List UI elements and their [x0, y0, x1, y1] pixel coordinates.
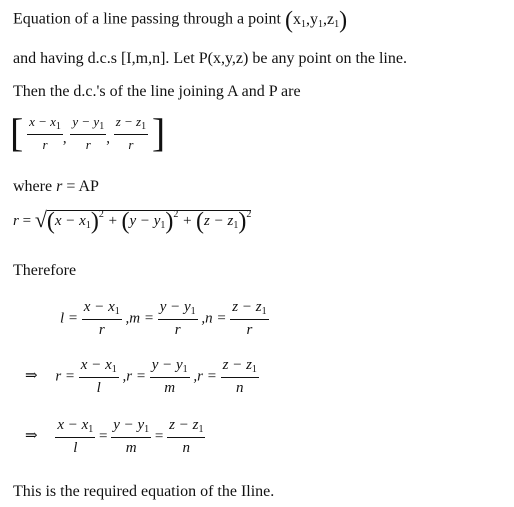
point-a: $(x_1,y_1,z_1)$ [284, 7, 348, 33]
therefore-line: Therefore [13, 262, 77, 279]
dcs-x-frac: $\frac{x - x_1}{r}$ [29, 114, 61, 152]
intro-line-2: and having d.c.s [I,m,n]. Let P(x,y,z) be any point on the line. [13, 50, 407, 67]
intro-line-3: Then the d.c.'s of the line joining A and P are [13, 83, 301, 100]
dcs-y-frac: $\frac{y - y_1}{r}$ [72, 114, 105, 152]
dcs-expression: [ $\frac{x - x_1}{r}$ , $\frac{y - y_1}{r}$ , $\frac{z - z_1}{r}$ ] [10, 110, 166, 155]
intro-line-1: Equation of a line passing through a point $(x_1,y_1,z_1)$ [13, 7, 348, 33]
dcs-z-frac: $\frac{z - z_1}{r}$ [115, 114, 147, 152]
symmetric-form-equation: ⇒ $\frac{x - x_1}{l}$ = $\frac{y - y_1}{m}$ = $\frac{z - z_1}{n}$ [25, 417, 204, 456]
where-line: where r = AP [13, 178, 99, 195]
conclusion-line: This is the required equation of the Iline. [13, 483, 275, 500]
equation-r: ⇒ r = $\frac{x - x_1}{l}$ ,r = $\frac{y - y_1}{m}$ ,r = $\frac{z - z_1}{n}$ [25, 357, 257, 396]
r-equation: $r = √(x - x_1)^2 + (y - y_1)^2 + (z - z_1)^2$ [13, 207, 252, 235]
equation-l-m-n: l = $\frac{x - x_1}{r}$ ,m = $\frac{y - y_1}{r}$ ,n = $\frac{z - z_1}{r}$ [60, 299, 267, 338]
